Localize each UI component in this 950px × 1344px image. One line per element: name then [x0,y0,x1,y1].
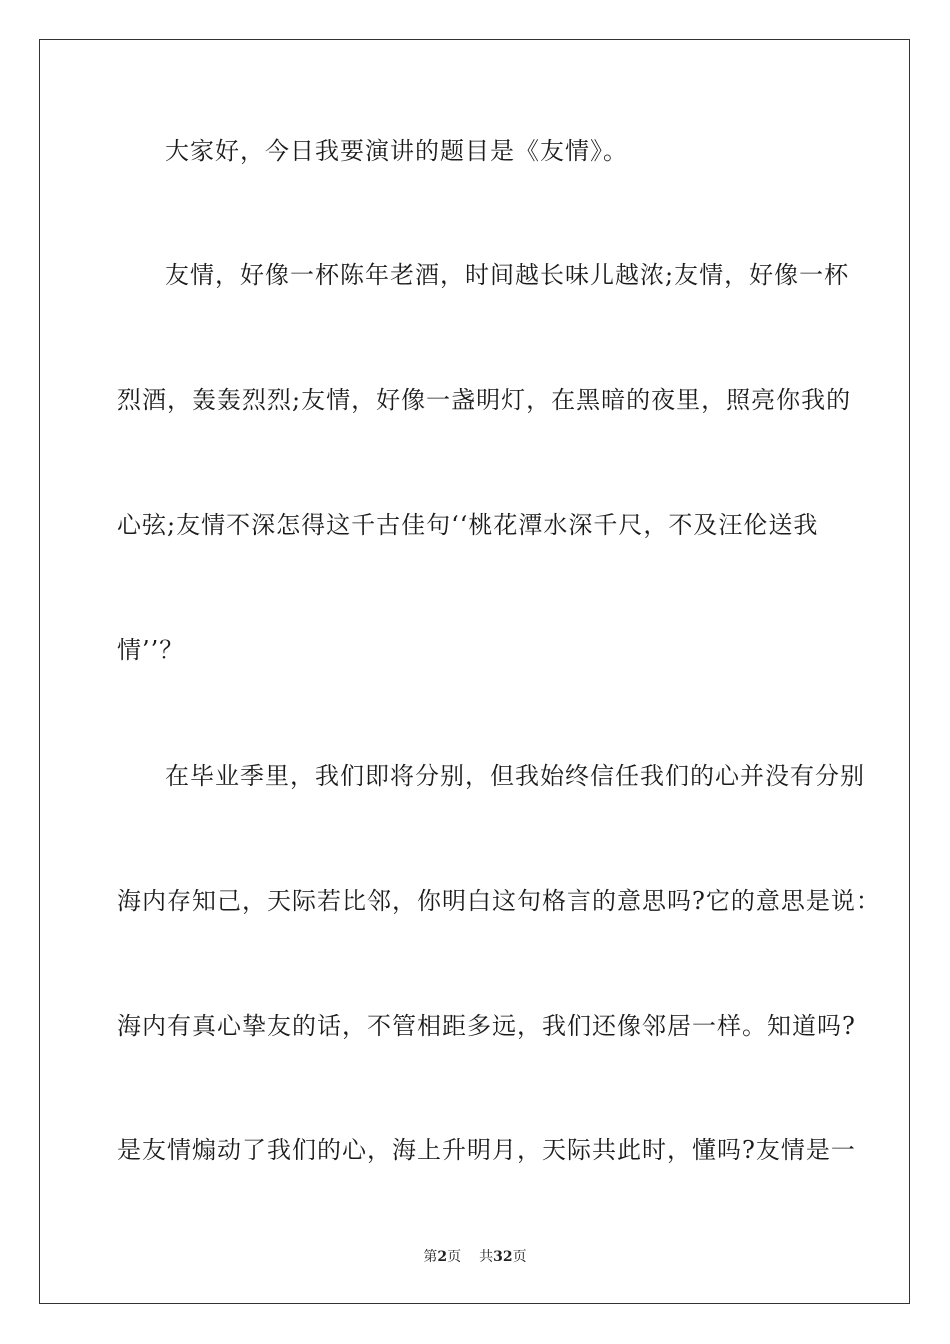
paragraph-line: 烈酒，轰轰烈烈;友情，好像一盏明灯，在黑暗的夜里，照亮你我的 [117,386,852,414]
page-suffix: 页 [447,1249,462,1265]
paragraph-line: 海内有真心挚友的话，不管相距多远，我们还像邻居一样。知道吗? [117,1012,856,1040]
page-prefix: 第 [423,1249,438,1265]
paragraph-line: 情’’？ [117,636,185,664]
paragraph-line: 友情，好像一杯陈年老酒，时间越长味儿越浓;友情，好像一杯 [165,261,850,289]
page-number: 2 [437,1249,448,1265]
paragraph-line: 大家好，今日我要演讲的题目是《友情》。 [165,137,628,165]
page-border [39,39,910,1304]
paragraph-line: 海内存知己，天际若比邻，你明白这句格言的意思吗?它的意思是说： [117,887,881,915]
page-footer [0,1248,950,1266]
total-prefix: 共 [479,1249,494,1265]
total-pages: 32 [493,1249,513,1265]
total-suffix: 页 [512,1249,527,1265]
paragraph-line: 心弦;友情不深怎得这千古佳句‘‘桃花潭水深千尺，不及汪伦送我 [117,511,819,539]
paragraph-line: 是友情煽动了我们的心，海上升明月，天际共此时，懂吗?友情是一 [117,1136,856,1164]
paragraph-line: 在毕业季里，我们即将分别，但我始终信任我们的心并没有分别 [165,762,865,790]
